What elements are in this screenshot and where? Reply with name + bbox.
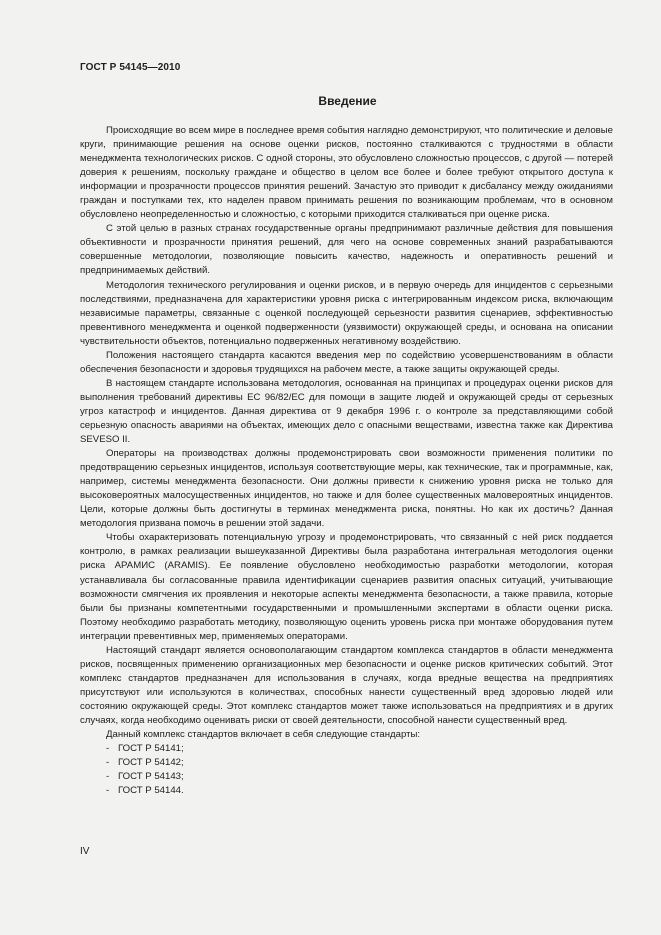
page-number: IV — [80, 846, 90, 857]
paragraph: Положения настоящего стандарта касаются введения мер по содействию усовершенствованиям в области обеспечения безопасности и здоровья трудящихся на рабочем месте, а также защиты окружающей среды. — [80, 349, 613, 375]
list-item — [80, 742, 613, 756]
paragraph: Методология технического регулирования и оценки рисков, и в первую очередь для инцидентов с серьезными последствиями, предназначена для характеристики уровня риска с интегрированным индексом риска, включающим независимые параметры, связанные с оценкой последующей серьезности развития сценариев, эффективностью превентивного менеджмента и оценкой подверженности (уязвимости) окружающей среды, и основана на описании чувствительности объектов, потенциально подверженных негативному воздействию. — [80, 279, 613, 347]
paragraph: В настоящем стандарте использована методология, основанная на принципах и процедурах оценки рисков для выполнения требований директивы ЕС 96/82/ЕС для помощи в защите людей и окружающей среды от серьезных угроз катастроф и инцидентов. Данная директива от 9 декабря 1996 г. о контроле за представляющими собой серьезную опасность авариями на объектах, имеющих дело с опасными веществами, известна также как Директива SEVESO II. — [80, 377, 613, 446]
paragraph: С этой целью в разных странах государственные органы предпринимают различные действия для повышения объективности и прозрачности принятия решений, для чего на основе современных знаний разрабатываются совершенные методологии, позволяющие повысить качество, надежность и оперативность решений и предпринимаемых действий. — [80, 223, 613, 277]
paragraph: Чтобы охарактеризовать потенциальную угрозу и продемонстрировать, что связанный с ней риск поддается контролю, в рамках реализации вышеуказанной Директивы была разработана интегральная методология оценки риска АРАМИС (ARAMIS). Ее появление обусловлено необходимостью разработки методологии, которая устанавливала бы согласованные правила идентификации сценариев развития опасных ситуаций, учитывающие возможности смягчения их проявления и некоторые аспекты менеджмента безопасности, а также правила, которые были бы признаны компетентными государственными и промышленными экспертами в области оценки риска. Поэтому необходимо разработать методику, позволяющую оценить уровень риска при монтаже оборудования путем интеграции превентивных мер, применяемых операторами. — [80, 532, 613, 642]
section-title: Введение — [318, 94, 377, 108]
list-item — [80, 770, 613, 784]
list-item — [80, 784, 613, 798]
list-item-text: ГОСТ Р 54141; — [118, 743, 184, 755]
paragraph: Настоящий стандарт является основополагающим стандартом комплекса стандартов в области менеджмента рисков, посвященных применению организационных мер безопасности и оценке рисков критических событий. Этот комплекс стандартов предназначен для использования в случаях, когда вредные вещества на предприятиях присутствуют или используются в количествах, способных нанести существенный вред здоровью людей или состоянию окружающей среды. Этот комплекс стандартов может также использоваться на предприятиях и в других случаях, когда необходимо оценивать риски от своей деятельности, способной нанести существенный вред. — [80, 644, 613, 726]
list-dash: - — [106, 771, 110, 783]
paragraph: Данный комплекс стандартов включает в себя следующие стандарты: — [106, 729, 421, 741]
standards-list — [80, 742, 613, 798]
list-item-text: ГОСТ Р 54143; — [118, 771, 184, 783]
paragraph: Происходящие во всем мире в последнее время события наглядно демонстрируют, что политические и деловые круги, принимающие решения на основе оценки рисков, постоянно сталкиваются с трудностями в области менеджмента технологических рисков. С одной стороны, это обусловлено сложностью процессов, с другой — потерей доверия к решениям, поскольку граждане и общество в целом все более и более требуют открытого доступа к информации и прозрачности процессов принятия решений. Зачастую это приводит к дисбалансу между ожиданиями граждан и поступками тех, кто наделен правом принимать решения по возникающим проблемам, что в основном обусловлено неопределенностью и сложностью, с которыми приходится сталкиваться при оценке риска. — [80, 125, 613, 221]
document-header: ГОСТ Р 54145—2010 — [80, 62, 181, 73]
list-dash: - — [106, 785, 110, 797]
list-item-text: ГОСТ Р 54144. — [118, 785, 184, 797]
list-item-text: ГОСТ Р 54142; — [118, 757, 184, 769]
list-item — [80, 756, 613, 770]
paragraph: Операторы на производствах должны продемонстрировать свои возможности применения политики по предотвращению серьезных инцидентов, используя соответствующие меры, как технические, так и программные, как, например, системы менеджмента безопасности. Они должны привести к снижению уровня риска не только для высоковероятных малосущественных инцидентов, но также и для более существенных маловероятных инцидентов. Цели, которые должны быть достигнуты в терминах менеджмента риска, понятны. Но как их достичь? Данная методология призвана помочь в решении этой задачи. — [80, 448, 613, 530]
list-dash: - — [106, 743, 110, 755]
body-text — [80, 124, 613, 798]
list-dash: - — [106, 757, 110, 769]
